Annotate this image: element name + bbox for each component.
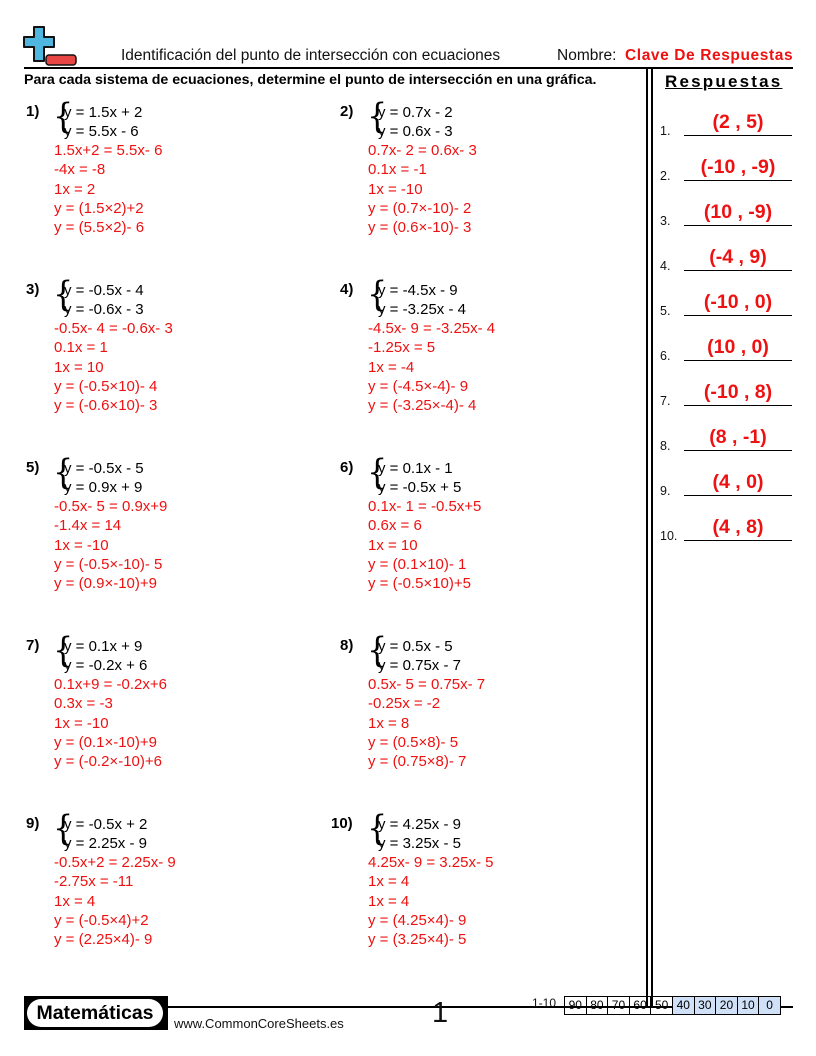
solution-step: 1x = -4 xyxy=(368,358,415,376)
equation-1: y = 0.1x - 1 xyxy=(378,460,453,477)
solution-step: 1x = 10 xyxy=(54,358,104,376)
solution-step: y = (-0.5×10)- 4 xyxy=(54,377,158,395)
answer-number: 7. xyxy=(660,394,671,408)
solution-step: y = (1.5×2)+2 xyxy=(54,199,144,217)
answer-row-4 xyxy=(660,243,792,273)
answer-line xyxy=(684,360,792,362)
solution-steps xyxy=(368,675,485,771)
left-brace-icon: { xyxy=(367,453,388,493)
problem-number: 3) xyxy=(26,281,40,298)
answer-value: (8 , -1) xyxy=(709,426,767,448)
solution-step: -4.5x- 9 = -3.25x- 4 xyxy=(368,320,496,337)
problem-number: 1) xyxy=(26,103,40,120)
equation-2: y = -3.25x - 4 xyxy=(378,301,466,318)
answer-value: (4 , 0) xyxy=(712,471,764,493)
answer-line xyxy=(684,450,792,452)
solution-step: 0.3x = -3 xyxy=(54,695,113,713)
solution-step: 1x = -10 xyxy=(368,180,423,198)
answer-row-2 xyxy=(660,153,792,183)
answer-number: 9. xyxy=(660,484,671,498)
answer-line xyxy=(684,270,792,272)
equation-2: y = -0.5x + 5 xyxy=(378,479,462,496)
score-cell: 0 xyxy=(759,997,781,1014)
left-brace-icon: { xyxy=(367,631,388,671)
score-cell: 10 xyxy=(738,997,760,1014)
left-brace-icon: { xyxy=(53,97,74,137)
solution-steps xyxy=(54,853,176,949)
site-url: www.CommonCoreSheets.es xyxy=(174,1016,344,1031)
left-brace-icon: { xyxy=(53,631,74,671)
equation-1: y = -0.5x + 2 xyxy=(64,816,148,833)
score-cell: 30 xyxy=(695,997,717,1014)
solution-steps xyxy=(54,319,173,415)
solution-step: 1x = 8 xyxy=(368,714,410,732)
answer-line xyxy=(684,135,792,137)
solution-step: 1.5x+2 = 5.5x- 6 xyxy=(54,142,163,159)
solution-step: y = (4.25×4)- 9 xyxy=(368,911,467,929)
answer-number: 10. xyxy=(660,529,678,543)
answer-number: 2. xyxy=(660,169,671,183)
equation-2: y = 0.75x - 7 xyxy=(378,657,461,674)
answer-value: (4 , 8) xyxy=(712,516,764,538)
solution-step: y = (2.25×4)- 9 xyxy=(54,931,153,949)
equation-2: y = 2.25x - 9 xyxy=(64,835,147,852)
answer-line xyxy=(684,540,792,542)
solution-step: 1x = 4 xyxy=(368,892,410,910)
solution-step: y = (-0.2×-10)+6 xyxy=(54,753,162,771)
solution-step: 1x = -10 xyxy=(54,714,109,732)
name-label: Nombre: xyxy=(557,47,617,64)
solution-step: 0.6x = 6 xyxy=(368,517,422,535)
solution-step: -0.5x+2 = 2.25x- 9 xyxy=(54,854,176,871)
answer-value: (-4 , 9) xyxy=(709,246,767,268)
solution-step: 0.1x- 1 = -0.5x+5 xyxy=(368,498,482,515)
solution-step: y = (0.9×-10)+9 xyxy=(54,575,157,593)
solution-step: y = (0.75×8)- 7 xyxy=(368,753,467,771)
solution-step: -1.25x = 5 xyxy=(368,339,436,357)
solution-step: 1x = 10 xyxy=(368,536,418,554)
answer-row-6 xyxy=(660,333,792,363)
solution-steps xyxy=(368,853,494,949)
solution-step: 0.1x = 1 xyxy=(54,339,108,357)
left-brace-icon: { xyxy=(53,275,74,315)
column-divider xyxy=(651,69,653,1006)
answer-line xyxy=(684,495,792,497)
solution-steps xyxy=(368,497,481,593)
solution-step: -0.5x- 5 = 0.9x+9 xyxy=(54,498,168,515)
solution-step: y = (-0.6×10)- 3 xyxy=(54,397,158,415)
solution-step: y = (-4.5×-4)- 9 xyxy=(368,377,469,395)
answer-row-1 xyxy=(660,108,792,138)
problem-number: 6) xyxy=(340,459,354,476)
solution-steps xyxy=(54,141,162,237)
problem-number: 8) xyxy=(340,637,354,654)
equation-2: y = 0.6x - 3 xyxy=(378,123,453,140)
left-brace-icon: { xyxy=(53,809,74,849)
equation-2: y = -0.2x + 6 xyxy=(64,657,148,674)
score-cell: 40 xyxy=(673,997,695,1014)
equation-2: y = -0.6x - 3 xyxy=(64,301,144,318)
problem-number: 9) xyxy=(26,815,40,832)
score-range-label: 1-10 xyxy=(532,996,557,1010)
solution-steps xyxy=(368,141,477,237)
answer-value: (-10 , -9) xyxy=(700,156,776,178)
answer-number: 1. xyxy=(660,124,671,138)
solution-step: -2.75x = -11 xyxy=(54,873,134,891)
page-number: 1 xyxy=(432,997,449,1029)
equation-1: y = 0.1x + 9 xyxy=(64,638,143,655)
solution-step: y = (-0.5×4)+2 xyxy=(54,911,149,929)
answer-row-9 xyxy=(660,468,792,498)
solution-step: y = (-0.5×-10)- 5 xyxy=(54,555,163,573)
solution-step: y = (0.1×-10)+9 xyxy=(54,733,157,751)
score-cell: 50 xyxy=(651,997,673,1014)
solution-step: y = (0.7×-10)- 2 xyxy=(368,199,472,217)
answer-value: (10 , -9) xyxy=(703,201,773,223)
equation-2: y = 0.9x + 9 xyxy=(64,479,143,496)
score-cell: 90 xyxy=(565,997,587,1014)
equation-1: y = 4.25x - 9 xyxy=(378,816,461,833)
plus-minus-logo-icon xyxy=(22,25,80,67)
answer-number: 4. xyxy=(660,259,671,273)
answer-line xyxy=(684,405,792,407)
equation-1: y = 0.7x - 2 xyxy=(378,104,453,121)
left-brace-icon: { xyxy=(367,97,388,137)
equation-1: y = -4.5x - 9 xyxy=(378,282,458,299)
answer-row-5 xyxy=(660,288,792,318)
equation-1: y = 0.5x - 5 xyxy=(378,638,453,655)
score-cell: 80 xyxy=(587,997,609,1014)
equation-2: y = 3.25x - 5 xyxy=(378,835,461,852)
solution-step: y = (3.25×4)- 5 xyxy=(368,931,467,949)
solution-steps xyxy=(54,675,167,771)
solution-step: 0.7x- 2 = 0.6x- 3 xyxy=(368,142,477,159)
worksheet-title: Identificación del punto de intersección con ecuaciones xyxy=(121,47,501,64)
equation-1: y = 1.5x + 2 xyxy=(64,104,143,121)
equation-1: y = -0.5x - 4 xyxy=(64,282,144,299)
solution-step: 1x = 2 xyxy=(54,180,96,198)
solution-steps xyxy=(368,319,495,415)
left-brace-icon: { xyxy=(367,809,388,849)
answer-number: 3. xyxy=(660,214,671,228)
solution-step: -4x = -8 xyxy=(54,161,106,179)
solution-step: -0.25x = -2 xyxy=(368,695,441,713)
solution-step: y = (5.5×2)- 6 xyxy=(54,219,145,237)
answer-row-3 xyxy=(660,198,792,228)
answer-value: (-10 , 8) xyxy=(703,381,773,403)
column-divider xyxy=(646,69,648,1006)
solution-step: 1x = 4 xyxy=(368,873,410,891)
answer-line xyxy=(684,180,792,182)
name-value: Clave De Respuestas xyxy=(625,47,794,64)
solution-step: 1x = 4 xyxy=(54,892,96,910)
solution-step: 1x = -10 xyxy=(54,536,109,554)
solution-step: -0.5x- 4 = -0.6x- 3 xyxy=(54,320,173,337)
score-cell: 20 xyxy=(716,997,738,1014)
answer-value: (2 , 5) xyxy=(712,111,764,133)
left-brace-icon: { xyxy=(367,275,388,315)
equation-2: y = 5.5x - 6 xyxy=(64,123,139,140)
answer-row-10 xyxy=(660,513,792,543)
answers-title: Respuestas xyxy=(665,72,783,91)
solution-step: y = (-3.25×-4)- 4 xyxy=(368,397,477,415)
instructions: Para cada sistema de ecuaciones, determine el punto de intersección en una gráfica. xyxy=(24,72,597,88)
answer-number: 5. xyxy=(660,304,671,318)
solution-step: y = (-0.5×10)+5 xyxy=(368,575,471,593)
answer-number: 8. xyxy=(660,439,671,453)
subject-badge: Matemáticas xyxy=(27,999,163,1027)
solution-step: y = (0.5×8)- 5 xyxy=(368,733,459,751)
solution-step: 0.1x+9 = -0.2x+6 xyxy=(54,676,167,693)
problem-number: 5) xyxy=(26,459,40,476)
score-table xyxy=(564,996,781,1015)
answer-line xyxy=(684,315,792,317)
answer-line xyxy=(684,225,792,227)
header-rule xyxy=(24,67,793,69)
answer-number: 6. xyxy=(660,349,671,363)
problem-number: 4) xyxy=(340,281,354,298)
solution-step: -1.4x = 14 xyxy=(54,517,122,535)
problem-number: 10) xyxy=(331,815,353,832)
answer-row-8 xyxy=(660,423,792,453)
solution-step: 0.1x = -1 xyxy=(368,161,427,179)
score-cell: 70 xyxy=(608,997,630,1014)
answer-row-7 xyxy=(660,378,792,408)
left-brace-icon: { xyxy=(53,453,74,493)
score-cell: 60 xyxy=(630,997,652,1014)
problem-number: 7) xyxy=(26,637,40,654)
answer-value: (-10 , 0) xyxy=(703,291,773,313)
solution-step: 4.25x- 9 = 3.25x- 5 xyxy=(368,854,494,871)
equation-1: y = -0.5x - 5 xyxy=(64,460,144,477)
solution-step: y = (0.1×10)- 1 xyxy=(368,555,467,573)
solution-step: 0.5x- 5 = 0.75x- 7 xyxy=(368,676,486,693)
solution-step: y = (0.6×-10)- 3 xyxy=(368,219,472,237)
problem-number: 2) xyxy=(340,103,354,120)
solution-steps xyxy=(54,497,167,593)
answer-value: (10 , 0) xyxy=(707,336,769,358)
